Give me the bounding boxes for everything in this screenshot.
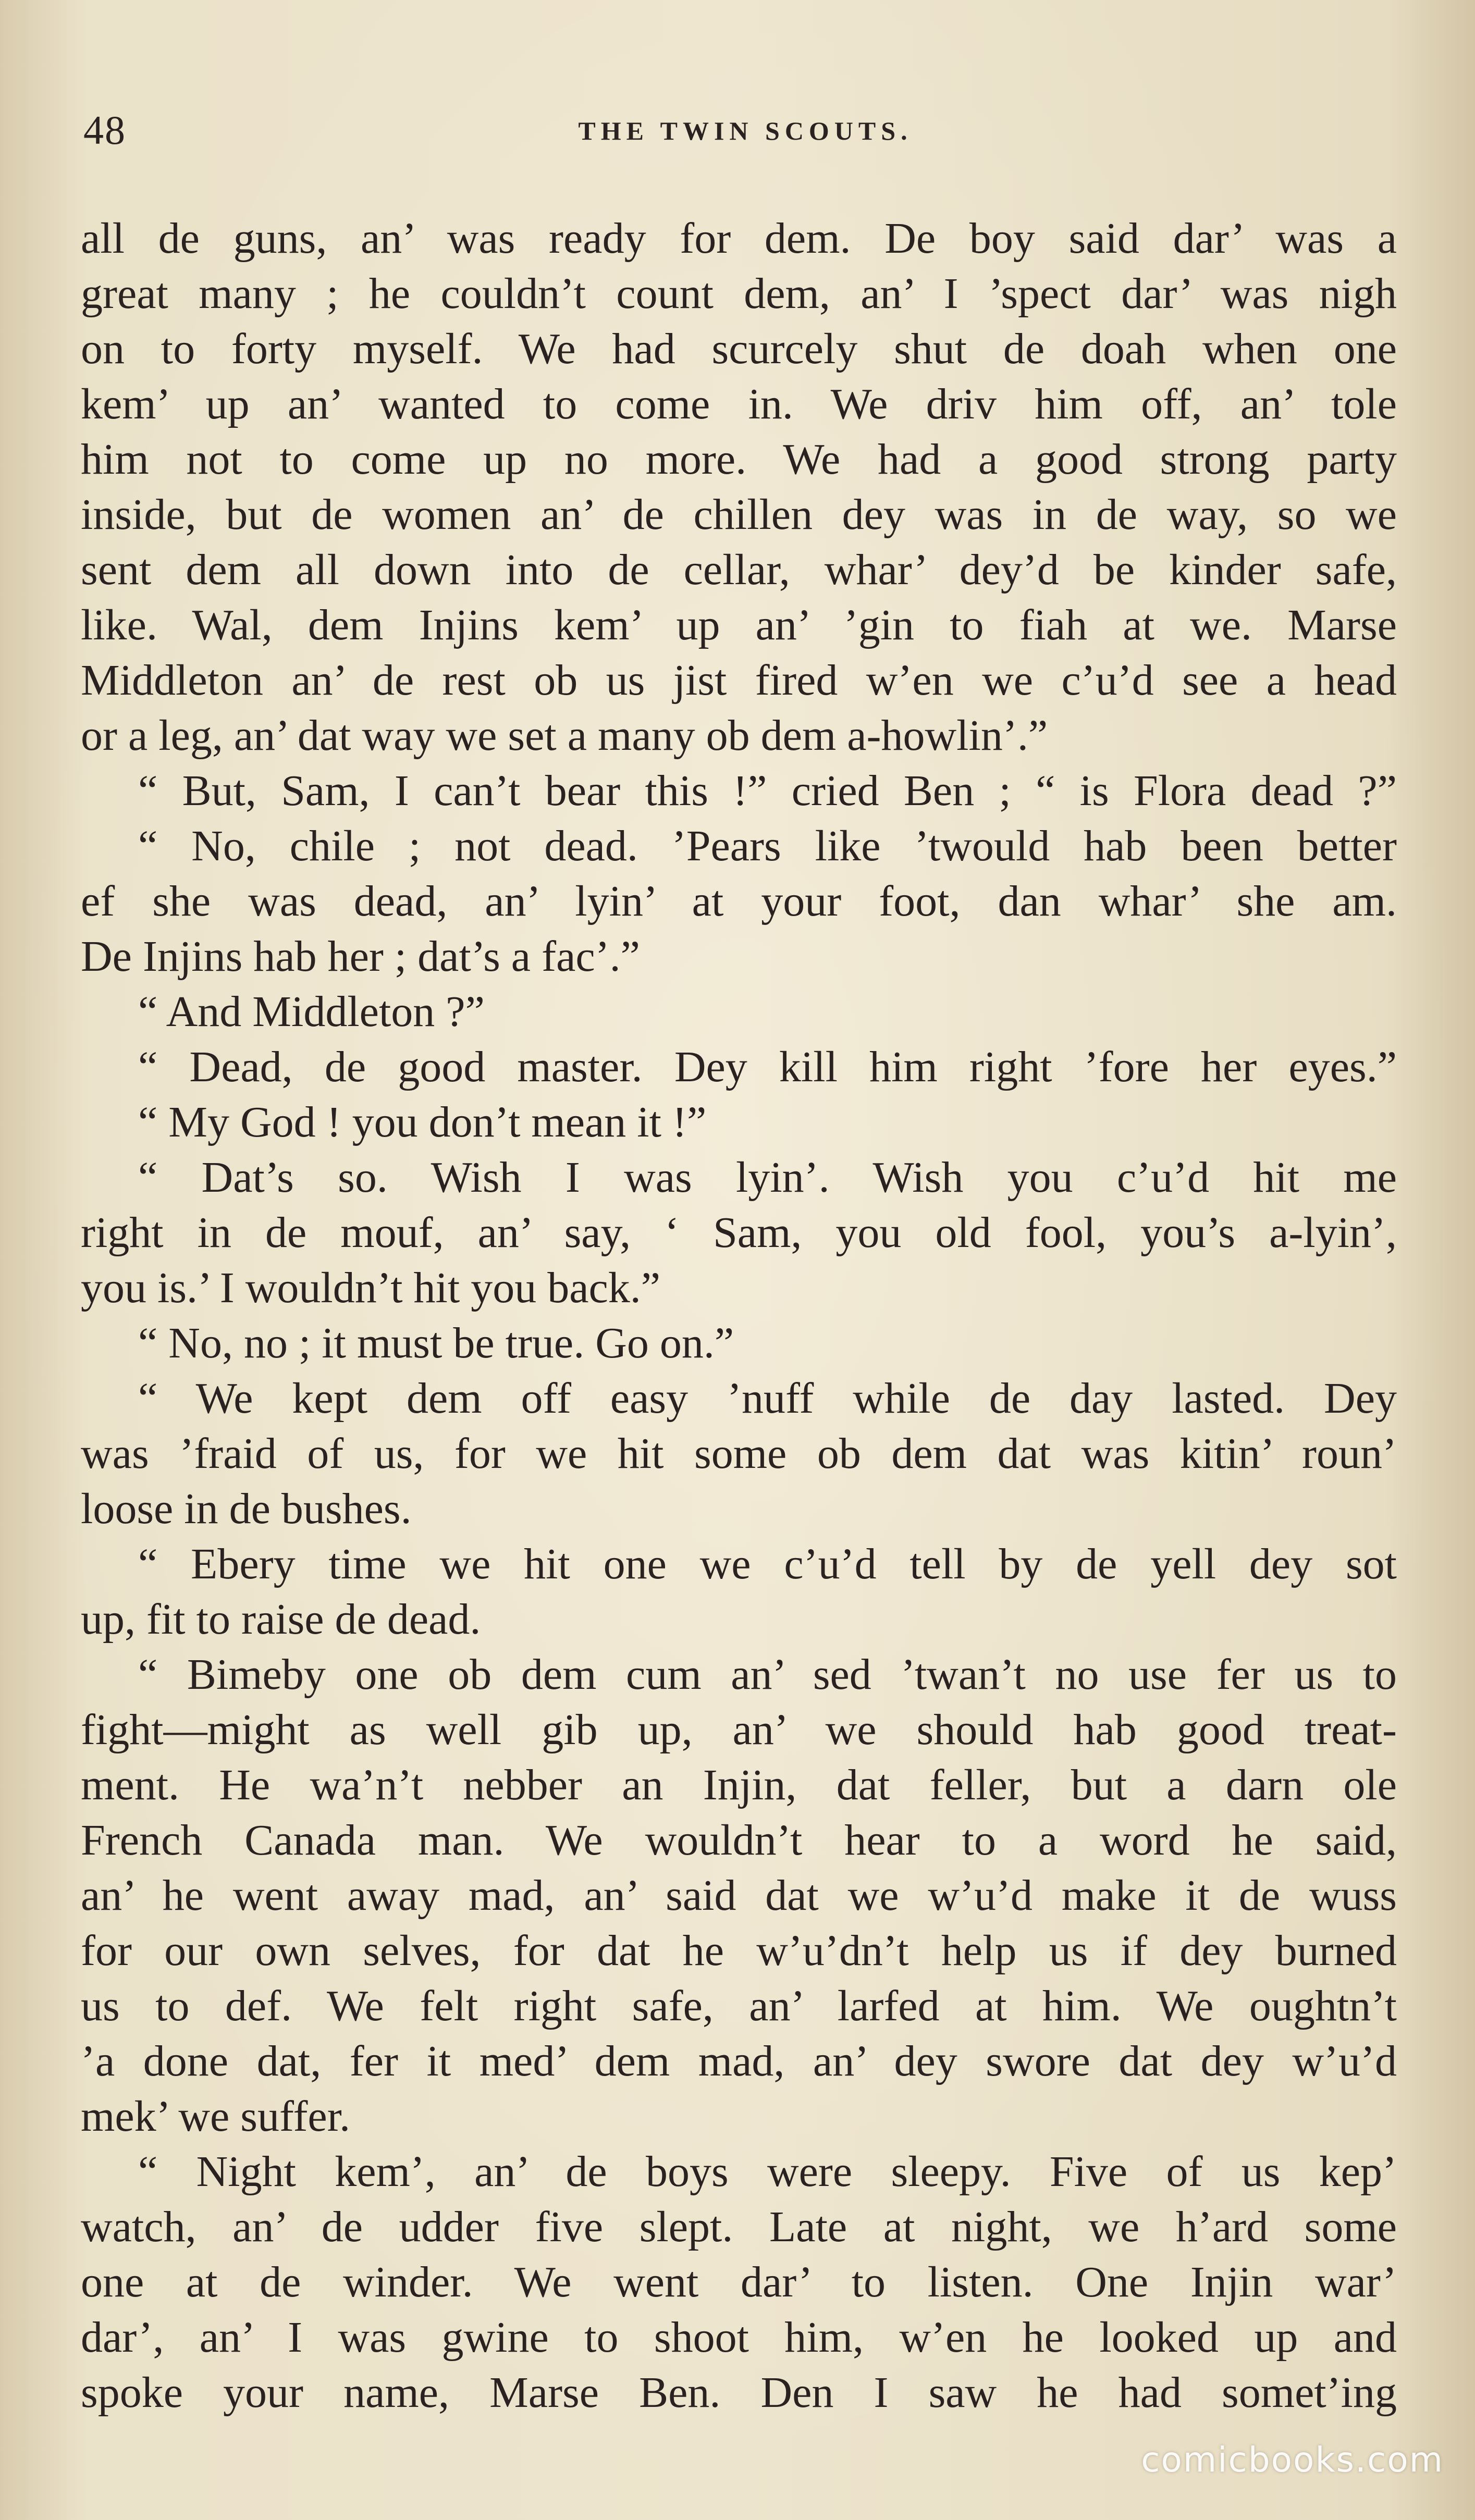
text-line: an’ he went away mad, an’ said dat we w’u’d make it de wuss — [81, 1871, 1397, 1920]
text-line: sent dem all down into de cellar, whar’ dey’d be kinder safe, — [81, 546, 1397, 594]
text-line: you is.’ I wouldn’t hit you back.” — [81, 1264, 661, 1312]
text-line: De Injins hab her ; dat’s a fac’.” — [81, 932, 640, 981]
body-text — [81, 211, 1397, 2417]
text-line: was ’fraid of us, for we hit some ob dem dat was kitin’ roun’ — [81, 1429, 1397, 1478]
text-line: great many ; he couldn’t count dem, an’ I ’spect dar’ was nigh — [81, 269, 1397, 318]
page-header — [83, 107, 1407, 154]
text-line: fight—might as well gib up, an’ we should hab good treat- — [81, 1706, 1397, 1754]
text-line: ef she was dead, an’ lyin’ at your foot, dan whar’ she am. — [81, 877, 1397, 925]
text-line: “ We kept dem off easy ’nuff while de day lasted. Dey — [138, 1374, 1397, 1423]
text-line: “ And Middleton ?” — [138, 987, 485, 1036]
text-line: “ No, chile ; not dead. ’Pears like ’twould hab been better — [138, 822, 1397, 870]
text-line: “ Dead, de good master. Dey kill him right ’fore her eyes.” — [138, 1043, 1397, 1091]
text-line: him not to come up no more. We had a good strong party — [81, 435, 1397, 484]
text-line: spoke your name, Marse Ben. Den I saw he had somet’ing — [81, 2368, 1397, 2417]
text-line: French Canada man. We wouldn’t hear to a word he said, — [81, 1816, 1397, 1864]
text-line: “ Bimeby one ob dem cum an’ sed ’twan’t no use fer us to — [138, 1650, 1397, 1699]
text-line: “ My God ! you don’t mean it !” — [138, 1098, 707, 1146]
text-line: “ Night kem’, an’ de boys were sleepy. Five of us kep’ — [138, 2147, 1397, 2196]
page-number: 48 — [83, 107, 126, 153]
text-line: loose in de bushes. — [81, 1485, 412, 1533]
text-line: all de guns, an’ was ready for dem. De boy said dar’ was a — [81, 214, 1397, 263]
text-line: for our own selves, for dat he w’u’dn’t help us if dey burned — [81, 1926, 1397, 1975]
text-line: inside, but de women an’ de chillen dey was in de way, so we — [81, 490, 1397, 539]
text-line: “ But, Sam, I can’t bear this !” cried Ben ; “ is Flora dead ?” — [138, 767, 1397, 815]
running-head: THE TWIN SCOUTS. — [578, 116, 913, 145]
text-line: ment. He wa’n’t nebber an Injin, dat feller, but a darn ole — [81, 1761, 1397, 1809]
watermark: comicbooks.com — [1141, 2440, 1444, 2480]
text-line: “ Ebery time we hit one we c’u’d tell by de yell dey sot — [138, 1540, 1397, 1588]
text-line: like. Wal, dem Injins kem’ up an’ ’gin to fiah at we. Marse — [81, 601, 1397, 649]
text-line: or a leg, an’ dat way we set a many ob dem a-howlin’.” — [81, 711, 1048, 760]
text-line: “ Dat’s so. Wish I was lyin’. Wish you c’u’d hit me — [138, 1153, 1397, 1202]
text-line: mek’ we suffer. — [81, 2092, 351, 2141]
text-line: on to forty myself. We had scurcely shut de doah when one — [81, 325, 1397, 373]
text-line: us to def. We felt right safe, an’ larfed at him. We oughtn’t — [81, 1982, 1397, 2030]
text-line: right in de mouf, an’ say, ‘ Sam, you old fool, you’s a-lyin’, — [81, 1208, 1397, 1257]
text-line: up, fit to raise de dead. — [81, 1595, 481, 1644]
text-line: Middleton an’ de rest ob us jist fired w’en we c’u’d see a head — [81, 656, 1397, 705]
text-line: watch, an’ de udder five slept. Late at night, we h’ard some — [81, 2203, 1397, 2251]
text-line: “ No, no ; it must be true. Go on.” — [138, 1319, 734, 1367]
text-line: one at de winder. We went dar’ to listen. One Injin war’ — [81, 2258, 1397, 2306]
text-line: kem’ up an’ wanted to come in. We driv him off, an’ tole — [81, 380, 1397, 428]
text-line: dar’, an’ I was gwine to shoot him, w’en he looked up and — [81, 2313, 1397, 2362]
text-line: ’a done dat, fer it med’ dem mad, an’ dey swore dat dey w’u’d — [81, 2037, 1397, 2085]
